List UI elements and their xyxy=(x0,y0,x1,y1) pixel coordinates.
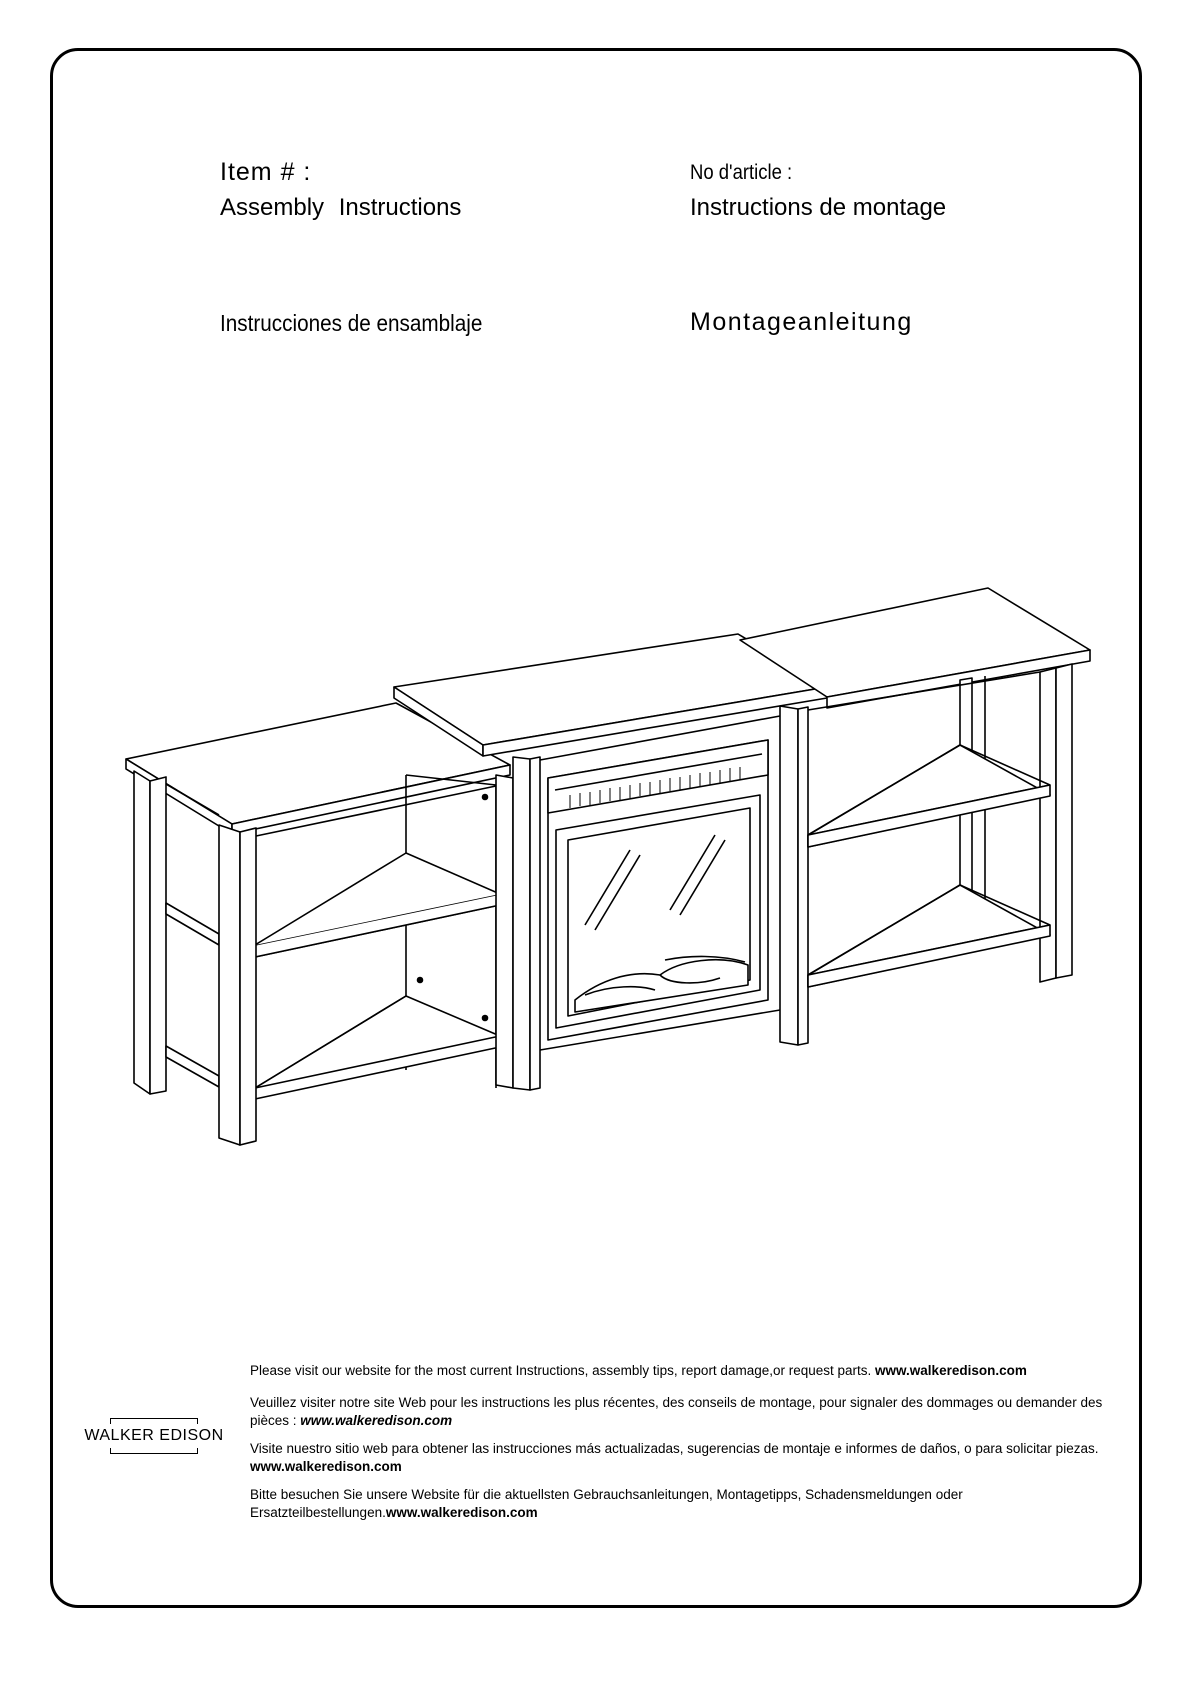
walker-edison-logo xyxy=(84,1418,224,1458)
footer-text-es: Visite nuestro sitio web para obtener las instrucciones más actualizadas, sugerencias de montaje e informes de daños, o para solicitar piezas. xyxy=(250,1441,1099,1456)
assembly-instructions-title: Assembly Instructions xyxy=(220,194,462,221)
left-cabinet xyxy=(126,703,513,1145)
footer-note-en xyxy=(250,1362,1110,1380)
footer-url-es[interactable]: www.walkeredison.com xyxy=(250,1459,402,1474)
footer-text-en: Please visit our website for the most current Instructions, assembly tips, report damage,or request parts. xyxy=(250,1363,872,1378)
footer-note-de xyxy=(250,1486,1110,1522)
logo-top-bracket xyxy=(110,1418,198,1424)
footer-note-es xyxy=(250,1440,1110,1476)
footer-text-de: Bitte besuchen Sie unsere Website für die aktuellsten Gebrauchsanleitungen, Montagetipps, Schadensmeldungen oder Ersatzteilbestellungen. xyxy=(250,1487,963,1520)
assembly-instructions-title-es: Instrucciones de ensamblaje xyxy=(220,310,483,336)
footer-url-fr[interactable]: www.walkeredison.com xyxy=(300,1413,453,1428)
logo-text: WALKER EDISON xyxy=(84,1427,224,1444)
item-number-label: Item # : xyxy=(220,158,312,186)
assembly-instructions-title-fr: Instructions de montage xyxy=(690,194,947,221)
footer-text-fr: Veuillez visiter notre site Web pour les instructions les plus récentes, des conseils de montage, pour signaler des dommages ou demander des pièces : xyxy=(250,1395,1103,1428)
assembly-instructions-title-de: Montageanleitung xyxy=(690,308,913,336)
footer-note-fr xyxy=(250,1394,1110,1430)
footer-url-de[interactable]: www.walkeredison.com xyxy=(385,1505,538,1520)
item-number-label-fr: No d'article : xyxy=(690,161,793,184)
footer-url-en[interactable]: www.walkeredison.com xyxy=(875,1363,1027,1378)
logo-bottom-bracket xyxy=(110,1448,198,1454)
